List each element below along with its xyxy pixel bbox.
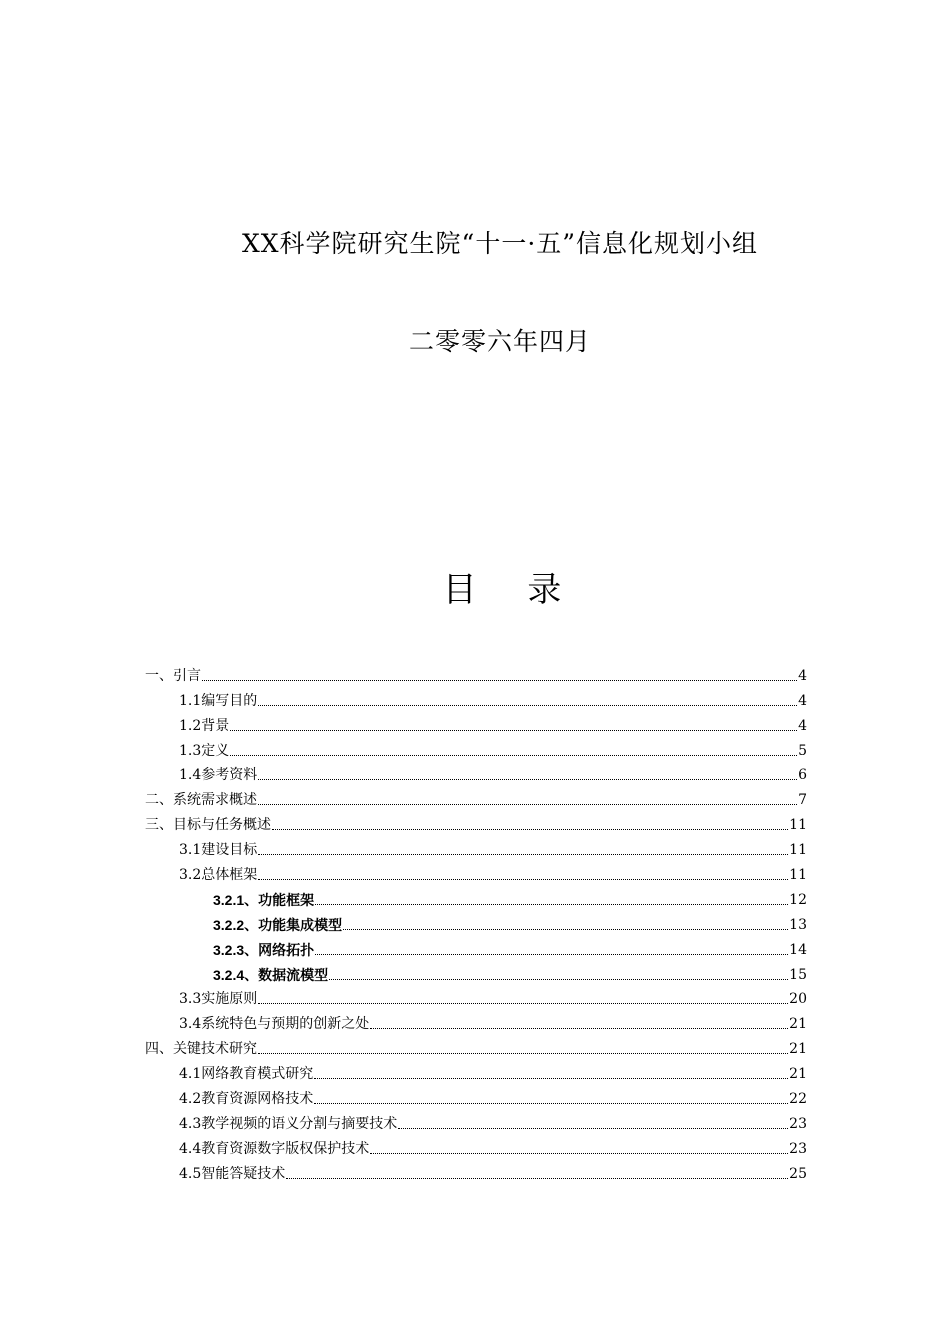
toc-entry[interactable] (145, 1034, 807, 1059)
toc-entry[interactable] (145, 686, 807, 711)
toc-entry-page: 23 (789, 1140, 807, 1157)
dot-leader (315, 953, 788, 955)
dot-leader (258, 704, 797, 706)
toc-entry-label: 3.2总体框架 (179, 867, 258, 884)
toc-entry-label: 3.4系统特色与预期的创新之处 (179, 1016, 370, 1033)
toc-entry-label: 4.3教学视频的语义分割与摘要技术 (179, 1115, 398, 1132)
toc-entry-label: 四、关键技术研究 (145, 1041, 257, 1058)
toc-entry-label: 二、系统需求概述 (145, 792, 257, 809)
dot-leader (272, 828, 788, 830)
toc-entry-label: 1.4参考资料 (179, 767, 258, 784)
toc-entry[interactable] (145, 860, 807, 885)
document-date: 二零零六年四月 (408, 327, 591, 356)
toc-entry-page: 7 (798, 792, 807, 809)
dot-leader (315, 903, 788, 905)
toc-entry-page: 5 (798, 742, 807, 759)
toc-entry-page: 15 (789, 966, 807, 983)
toc-entry[interactable] (145, 1134, 807, 1159)
toc-entry[interactable] (145, 1009, 807, 1034)
toc-entry-label: 1.1编写目的 (179, 692, 258, 709)
dot-leader (202, 679, 797, 681)
toc-entry-page: 11 (789, 867, 807, 884)
toc-entry[interactable] (145, 785, 807, 810)
toc-entry[interactable] (145, 1159, 807, 1184)
toc-entry-page: 4 (798, 717, 807, 734)
dot-leader (230, 754, 797, 756)
toc-entry-page: 4 (798, 692, 807, 709)
dot-leader (286, 1177, 788, 1179)
toc-entry-page: 6 (798, 767, 807, 784)
dot-leader (258, 1052, 788, 1054)
toc-entry[interactable] (145, 835, 807, 860)
toc-entry-label: 4.2教育资源网格技术 (179, 1091, 314, 1108)
toc-entry-label: 4.5智能答疑技术 (179, 1165, 286, 1182)
toc-entry-page: 20 (789, 991, 807, 1008)
toc-entry-label: 三、目标与任务概述 (145, 817, 271, 834)
toc-entry-label: 3.2.4、数据流模型 (213, 966, 329, 983)
toc-entry[interactable] (145, 810, 807, 835)
dot-leader (370, 1027, 788, 1029)
dot-leader (258, 878, 788, 880)
dot-leader (329, 978, 788, 980)
toc-entry-label: 1.2背景 (179, 717, 230, 734)
dot-leader (230, 729, 797, 731)
dot-leader (258, 778, 797, 780)
toc-entry[interactable] (145, 1084, 807, 1109)
toc-entry[interactable] (145, 960, 807, 985)
dot-leader (398, 1127, 788, 1129)
toc-entry-page: 21 (789, 1066, 807, 1083)
toc-entry[interactable] (145, 910, 807, 935)
toc-entry[interactable] (145, 1059, 807, 1084)
toc-entry-page: 25 (789, 1165, 807, 1182)
toc-entry-label: 3.2.3、网络拓扑 (213, 941, 315, 958)
dot-leader (258, 1002, 788, 1004)
toc-entry[interactable] (145, 1109, 807, 1134)
toc-entry[interactable] (145, 736, 807, 761)
toc-entry[interactable] (145, 985, 807, 1010)
toc-entry-label: 3.2.1、功能框架 (213, 891, 315, 908)
toc-entry-page: 23 (789, 1115, 807, 1132)
toc-entry[interactable] (145, 661, 807, 686)
dot-leader (314, 1077, 788, 1079)
toc-entry-page: 12 (789, 891, 807, 908)
dot-leader (343, 928, 788, 930)
organization-title: XX科学院研究生院“十一·五”信息化规划小组 (241, 229, 759, 258)
toc-entry[interactable] (145, 935, 807, 960)
toc-entry-page: 13 (789, 916, 807, 933)
toc-entry-label: 一、引言 (145, 667, 201, 684)
table-of-contents (145, 661, 807, 1184)
toc-entry[interactable] (145, 761, 807, 786)
dot-leader (314, 1102, 788, 1104)
toc-entry-label: 3.3实施原则 (179, 991, 258, 1008)
toc-entry-label: 4.1网络教育模式研究 (179, 1066, 314, 1083)
dot-leader (258, 853, 788, 855)
toc-entry-page: 11 (789, 842, 807, 859)
toc-entry-page: 22 (789, 1091, 807, 1108)
toc-entry-label: 3.1建设目标 (179, 842, 258, 859)
toc-heading: 目 录 (442, 570, 582, 610)
toc-entry-page: 21 (789, 1041, 807, 1058)
toc-entry[interactable] (145, 711, 807, 736)
toc-entry-page: 4 (798, 667, 807, 684)
toc-entry-page: 14 (789, 941, 807, 958)
toc-entry-label: 1.3定义 (179, 742, 230, 759)
toc-entry-page: 21 (789, 1016, 807, 1033)
toc-entry-page: 11 (789, 817, 807, 834)
toc-entry[interactable] (145, 885, 807, 910)
dot-leader (258, 803, 797, 805)
toc-entry-label: 4.4教育资源数字版权保护技术 (179, 1140, 370, 1157)
dot-leader (370, 1152, 788, 1154)
toc-entry-label: 3.2.2、功能集成模型 (213, 916, 343, 933)
